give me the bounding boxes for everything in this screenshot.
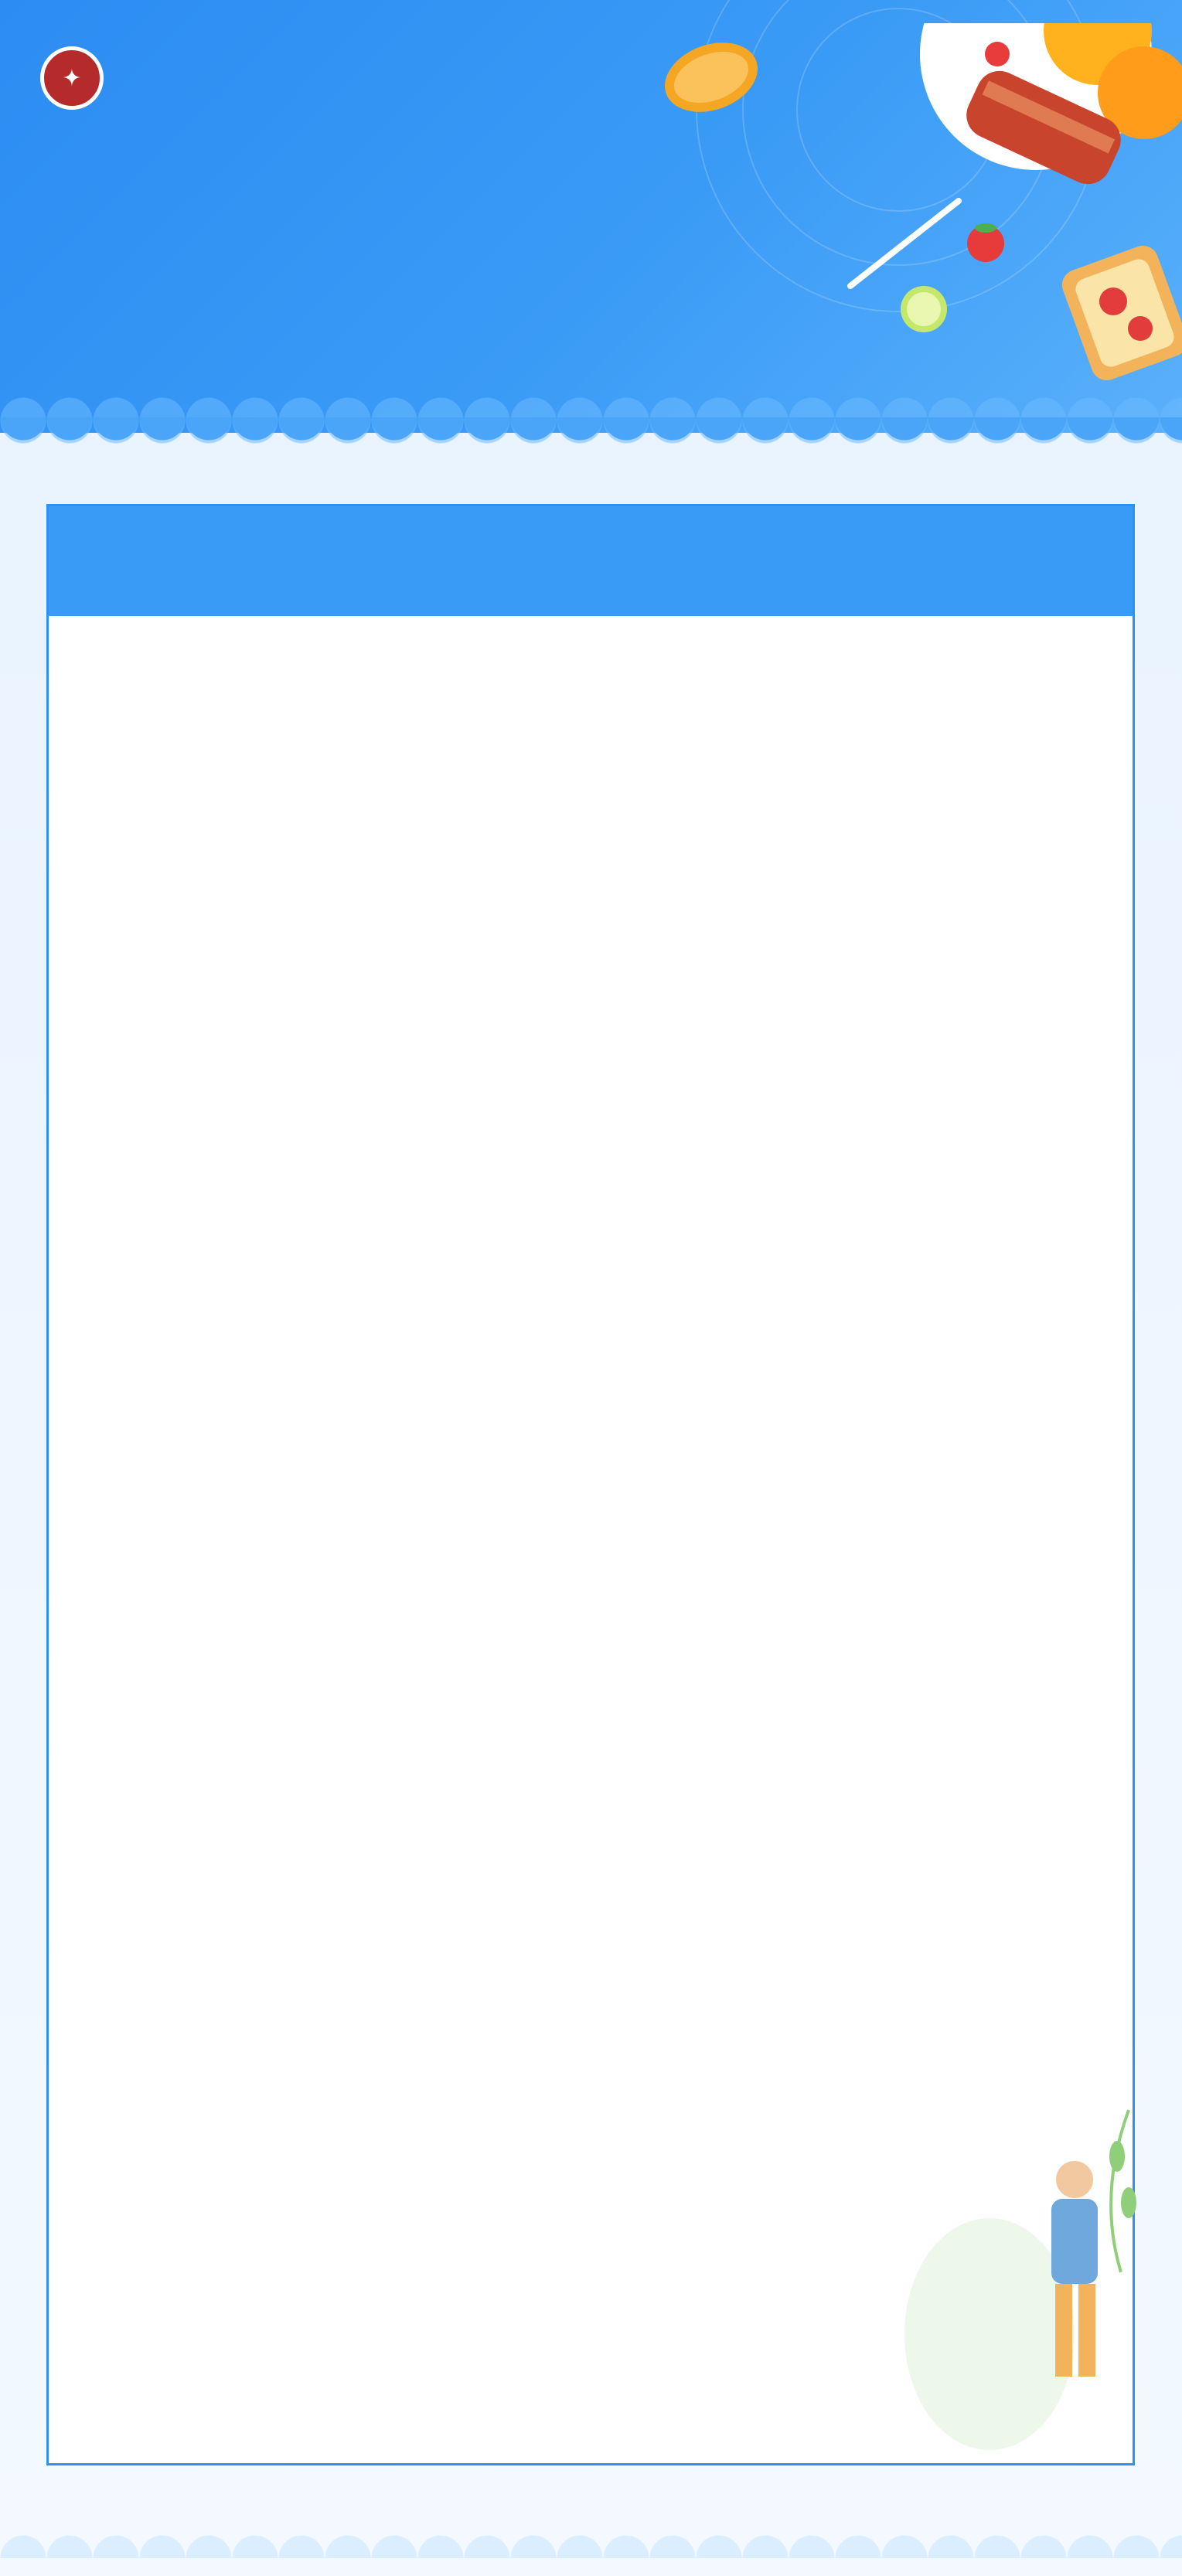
wave-decor (0, 417, 1182, 464)
school-logo: ✦ (40, 46, 104, 110)
table-header (49, 506, 1133, 616)
food-illustration (634, 23, 1182, 386)
header-banner (0, 0, 1182, 433)
wave-decor (0, 2512, 1182, 2576)
decor-illustration (897, 2040, 1152, 2473)
